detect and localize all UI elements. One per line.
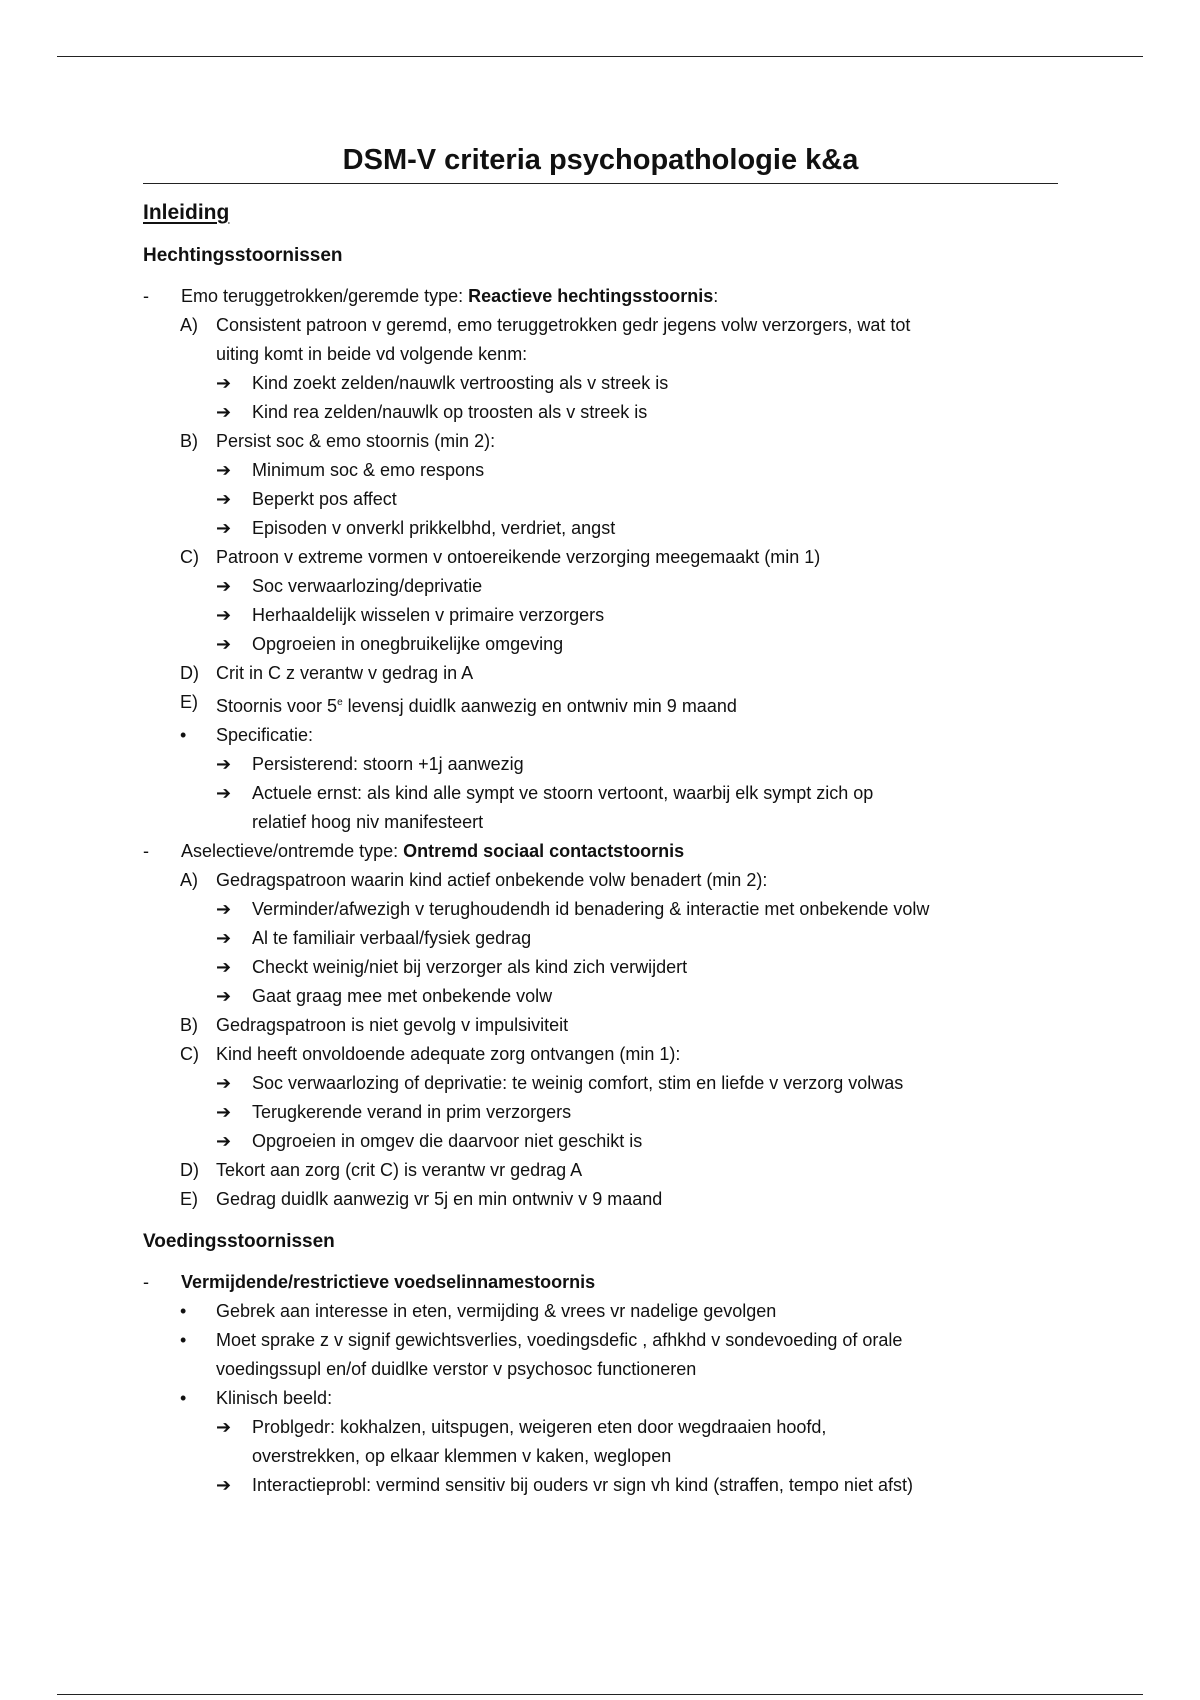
list-item: ➔ Terugkerende verand in prim verzorgers: [143, 1098, 1058, 1127]
arrow-icon: ➔: [216, 928, 232, 948]
arrow-icon: ➔: [216, 576, 232, 596]
list-item: - Aselectieve/ontremde type: Ontremd sociaal contactstoornis: [143, 837, 1058, 866]
bullet-icon: •: [180, 1301, 187, 1321]
list-item: ➔ Opgroeien in onegbruikelijke omgeving: [143, 630, 1058, 659]
list-item: ➔ Kind rea zelden/nauwlk op troosten als v streek is: [143, 398, 1058, 427]
list-item: ➔ Opgroeien in omgev die daarvoor niet geschikt is: [143, 1127, 1058, 1156]
list-item: ➔ Minimum soc & emo respons: [143, 456, 1058, 485]
list-item: A) Gedragspatroon waarin kind actief onbekende volw benadert (min 2):: [180, 870, 768, 890]
arrow-icon: ➔: [216, 754, 232, 774]
arrow-icon: ➔: [216, 783, 232, 803]
dash-marker: -: [143, 841, 149, 861]
list-item: B) Gedragspatroon is niet gevolg v impulsiviteit: [180, 1015, 569, 1035]
list-item: A) Consistent patroon v geremd, emo teruggetrokken gedr jegens volw verzorgers, wat tot: [180, 315, 911, 335]
arrow-icon: ➔: [216, 1475, 232, 1495]
arrow-icon: ➔: [216, 460, 232, 480]
list-item: E) Gedrag duidlk aanwezig vr 5j en min ontwniv v 9 maand: [180, 1189, 663, 1209]
list-item: D) Tekort aan zorg (crit C) is verantw vr gedrag A: [180, 1160, 583, 1180]
list-item: C) Kind heeft onvoldoende adequate zorg ontvangen (min 1):: [180, 1044, 681, 1064]
dash-marker: -: [143, 286, 149, 306]
list-item-continuation: relatief hoog niv manifesteert: [252, 812, 484, 832]
list-item-continuation: voedingssupl en/of duidlke verstor v psychosoc functioneren: [216, 1359, 697, 1379]
disorder-name: Ontremd sociaal contactstoornis: [403, 841, 685, 861]
list-item: C) Patroon v extreme vormen v ontoereikende verzorging meegemaakt (min 1): [180, 547, 821, 567]
bullet-icon: •: [180, 1388, 187, 1408]
list-item: • Gebrek aan interesse in eten, vermijding & vrees vr nadelige gevolgen: [143, 1297, 1058, 1326]
list-item: ➔ Soc verwaarlozing/deprivatie: [143, 572, 1058, 601]
disorder-name: Vermijdende/restrictieve voedselinnamestoornis: [181, 1272, 596, 1292]
list-item: ➔ Actuele ernst: als kind alle sympt ve stoorn vertoont, waarbij elk sympt zich op: [143, 779, 1058, 808]
arrow-icon: ➔: [216, 899, 232, 919]
arrow-icon: ➔: [216, 1073, 232, 1093]
arrow-icon: ➔: [216, 605, 232, 625]
list-item-continuation: overstrekken, op elkaar klemmen v kaken, weglopen: [252, 1446, 672, 1466]
list-item: ➔ Interactieprobl: vermind sensitiv bij ouders vr sign vh kind (straffen, tempo niet afst): [143, 1471, 1058, 1500]
arrow-icon: ➔: [216, 518, 232, 538]
list-item: E) Stoornis voor 5e levensj duidlk aanwezig en ontwniv min 9 maand: [180, 692, 737, 716]
list-item: ➔ Soc verwaarlozing of deprivatie: te weinig comfort, stim en liefde v verzorg volwas: [143, 1069, 1058, 1098]
section-heading-inleiding: Inleiding: [143, 201, 230, 224]
list-item: • Specificatie:: [143, 721, 1058, 750]
list-item: ➔ Herhaaldelijk wisselen v primaire verzorgers: [143, 601, 1058, 630]
bullet-icon: •: [180, 1330, 187, 1350]
page-title: DSM-V criteria psychopathologie k&a: [143, 140, 1058, 184]
list-item-continuation: uiting komt in beide vd volgende kenm:: [216, 344, 528, 364]
list-item: ➔ Persisterend: stoorn +1j aanwezig: [143, 750, 1058, 779]
list-item: B) Persist soc & emo stoornis (min 2):: [180, 431, 496, 451]
arrow-icon: ➔: [216, 957, 232, 977]
subheading-voedingsstoornissen: Voedingsstoornissen: [143, 1231, 335, 1252]
list-item: ➔ Gaat graag mee met onbekende volw: [143, 982, 1058, 1011]
arrow-icon: ➔: [216, 986, 232, 1006]
arrow-icon: ➔: [216, 373, 232, 393]
arrow-icon: ➔: [216, 1102, 232, 1122]
header-rule: [57, 56, 1143, 57]
list-item: ➔ Checkt weinig/niet bij verzorger als kind zich verwijdert: [143, 953, 1058, 982]
list-item: ➔ Verminder/afwezigh v terughoudendh id benadering & interactie met onbekende volw: [143, 895, 1058, 924]
footer-rule: [57, 1694, 1143, 1695]
subheading-hechtingsstoornissen: Hechtingsstoornissen: [143, 245, 343, 266]
list-item: ➔ Beperkt pos affect: [143, 485, 1058, 514]
list-item: ➔ Problgedr: kokhalzen, uitspugen, weigeren eten door wegdraaien hoofd,: [143, 1413, 1058, 1442]
arrow-icon: ➔: [216, 1417, 232, 1437]
dash-marker: -: [143, 1272, 149, 1292]
list-item: • Klinisch beeld:: [143, 1384, 1058, 1413]
list-item: D) Crit in C z verantw v gedrag in A: [180, 663, 474, 683]
disorder-name: Reactieve hechtingsstoornis: [468, 286, 714, 306]
list-item: • Moet sprake z v signif gewichtsverlies, voedingsdefic , afhkhd v sondevoeding of orale: [143, 1326, 1058, 1355]
list-item: ➔ Al te familiair verbaal/fysiek gedrag: [143, 924, 1058, 953]
arrow-icon: ➔: [216, 634, 232, 654]
document-page: [143, 140, 1058, 1500]
list-item: ➔ Kind zoekt zelden/nauwlk vertroosting als v streek is: [143, 369, 1058, 398]
list-item: - Emo teruggetrokken/geremde type: Reactieve hechtingsstoornis:: [143, 282, 1058, 311]
arrow-icon: ➔: [216, 402, 232, 422]
arrow-icon: ➔: [216, 489, 232, 509]
list-item: [143, 1268, 1058, 1297]
list-item: ➔ Episoden v onverkl prikkelbhd, verdriet, angst: [143, 514, 1058, 543]
arrow-icon: ➔: [216, 1131, 232, 1151]
bullet-icon: •: [180, 725, 187, 745]
